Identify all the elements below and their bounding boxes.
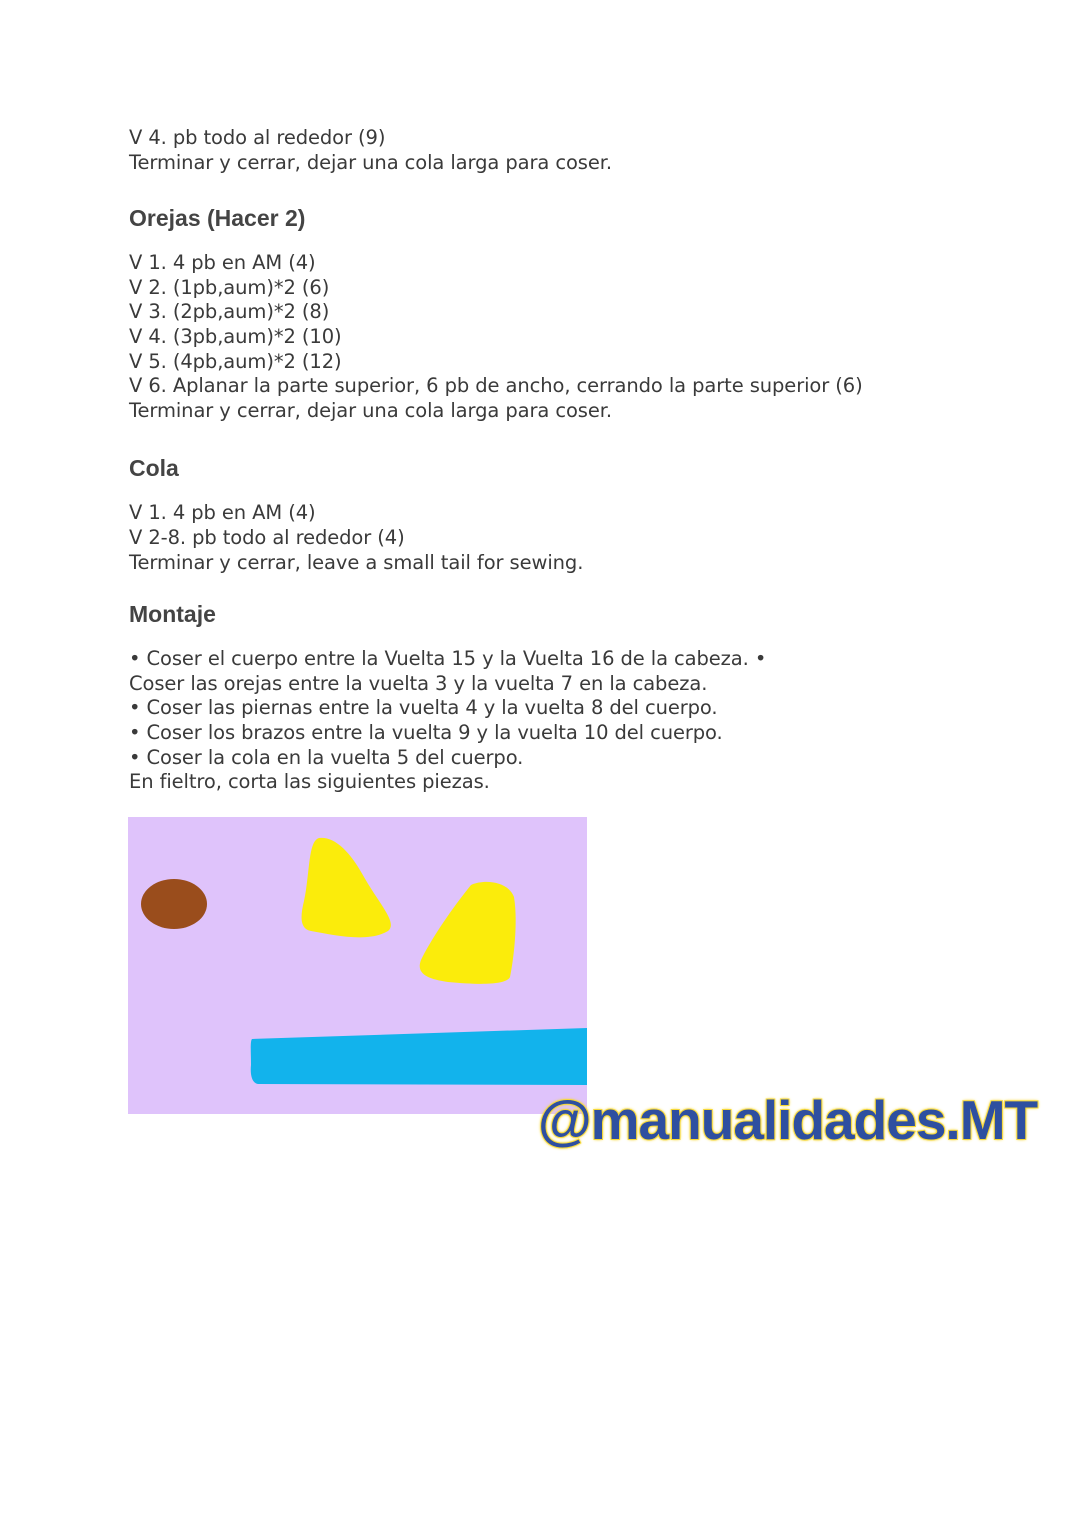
text-line: Terminar y cerrar, dejar una cola larga para coser.	[129, 398, 612, 422]
text-line: V 4. (3pb,aum)*2 (10)	[129, 324, 342, 348]
text-line: • Coser las piernas entre la vuelta 4 y la vuelta 8 del cuerpo.	[129, 696, 718, 720]
section-heading: Orejas (Hacer 2)	[129, 205, 306, 232]
text-line: • Coser la cola en la vuelta 5 del cuerpo.	[129, 745, 524, 769]
text-line: V 2. (1pb,aum)*2 (6)	[129, 275, 330, 299]
text-line: Terminar y cerrar, leave a small tail for sewing.	[129, 550, 584, 574]
section-heading: Montaje	[129, 601, 216, 628]
document-body	[129, 126, 1029, 795]
text-line: V 6. Aplanar la parte superior, 6 pb de ancho, cerrando la parte superior (6)	[129, 374, 863, 398]
text-line: En fieltro, corta las siguientes piezas.	[129, 770, 490, 794]
text-line: V 2-8. pb todo al rededor (4)	[129, 525, 405, 549]
text-line: V 1. 4 pb en AM (4)	[129, 501, 316, 525]
text-line: • Coser el cuerpo entre la Vuelta 15 y la Vuelta 16 de la cabeza. •	[129, 647, 767, 671]
text-line: Coser las orejas entre la vuelta 3 y la vuelta 7 en la cabeza.	[129, 671, 708, 695]
text-line: • Coser los brazos entre la vuelta 9 y la vuelta 10 del cuerpo.	[129, 720, 723, 744]
text-line: V 5. (4pb,aum)*2 (12)	[129, 349, 342, 373]
text-line: V 1. 4 pb en AM (4)	[129, 251, 316, 275]
text-line: V 3. (2pb,aum)*2 (8)	[129, 300, 330, 324]
section-heading: Cola	[129, 455, 179, 482]
text-line: V 4. pb todo al rededor (9)	[129, 126, 386, 149]
watermark: @manualidades.MT	[538, 1089, 1038, 1151]
felt-pieces-image	[128, 817, 587, 1114]
text-line: Terminar y cerrar, dejar una cola larga para coser.	[129, 150, 612, 174]
brown-oval-piece	[141, 879, 207, 929]
